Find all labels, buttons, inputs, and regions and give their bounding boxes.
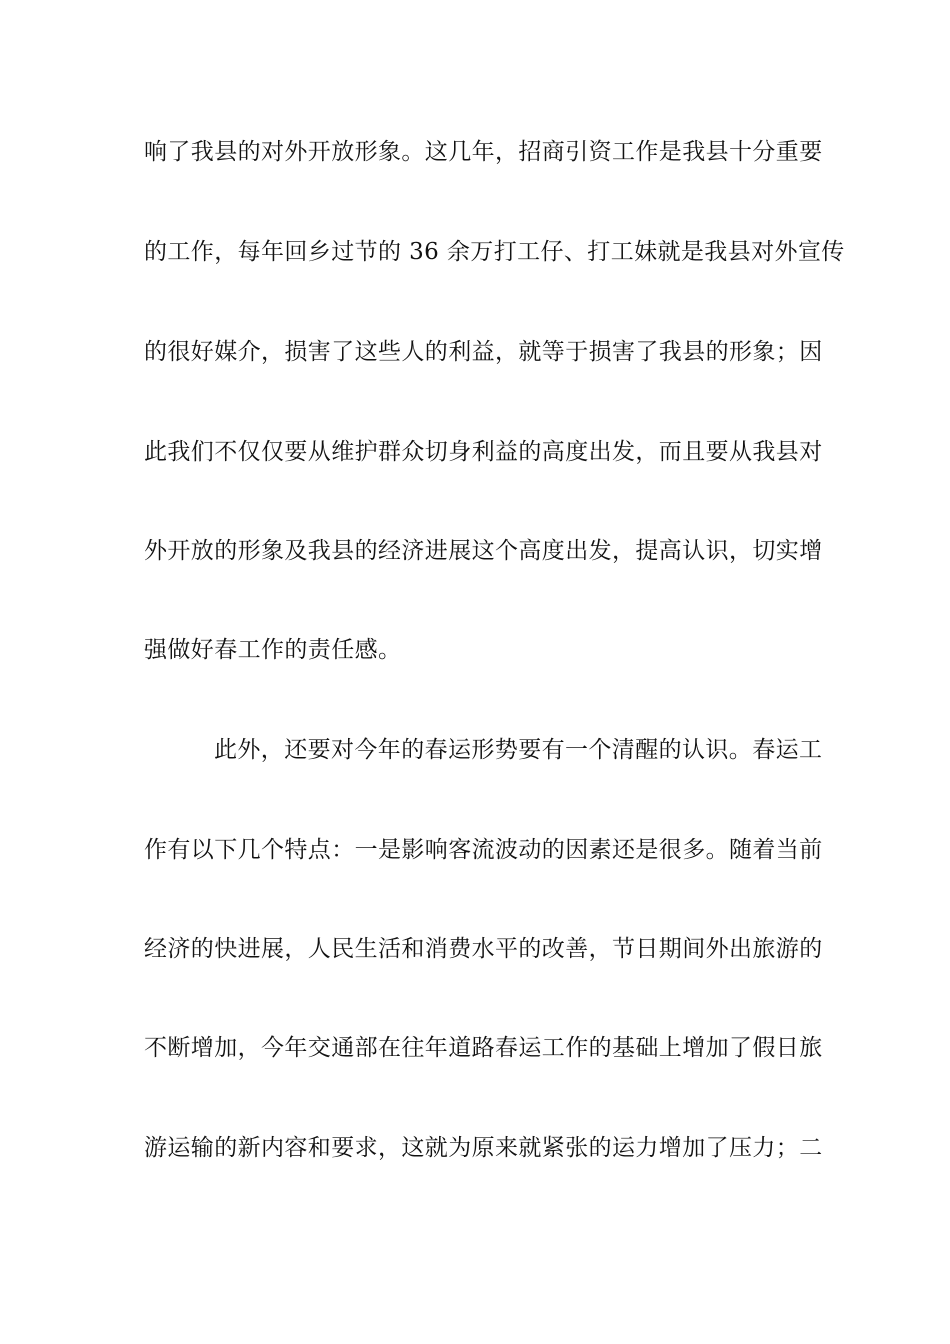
text-line: 游运输的新内容和要求，这就为原来就紧张的运力增加了压力；二	[144, 1135, 823, 1161]
text-line: 响了我县的对外开放形象。这几年，招商引资工作是我县十分重要	[144, 139, 823, 165]
text-line: 作有以下几个特点：一是影响客流波动的因素还是很多。随着当前	[144, 837, 823, 863]
text-line: 不断增加，今年交通部在往年道路春运工作的基础上增加了假日旅	[144, 1035, 823, 1061]
paragraph-first-line: 此外，还要对今年的春运形势要有一个清醒的认识。春运工	[214, 737, 823, 763]
text-line: 强做好春工作的责任感。	[144, 637, 402, 663]
text-line: 此我们不仅仅要从维护群众切身利益的高度出发，而且要从我县对	[144, 439, 823, 465]
text-line: 外开放的形象及我县的经济进展这个高度出发，提高认识，切实增	[144, 538, 823, 564]
text-line: 经济的快进展，人民生活和消费水平的改善，节日期间外出旅游的	[144, 936, 823, 962]
text-line: 的很好媒介，损害了这些人的利益，就等于损害了我县的形象；因	[144, 339, 823, 365]
text-line: 的工作，每年回乡过节的 36 余万打工仔、打工妹就是我县对外宣传	[144, 239, 845, 265]
